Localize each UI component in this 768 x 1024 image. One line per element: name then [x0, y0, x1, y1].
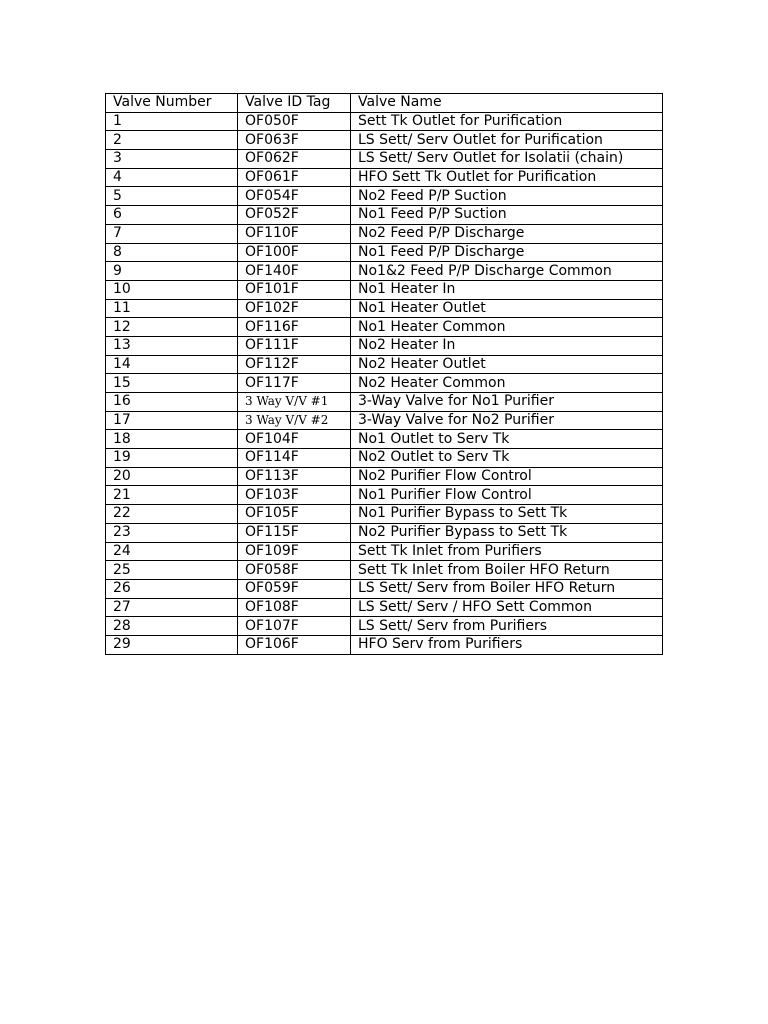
- cell-valve-id-tag: OF061F: [238, 168, 351, 187]
- table-row: [106, 430, 663, 449]
- cell-valve-name: LS Sett/ Serv from Purifiers: [351, 617, 663, 636]
- cell-valve-name: No1 Heater Outlet: [351, 299, 663, 318]
- cell-valve-id-tag: OF105F: [238, 505, 351, 524]
- cell-valve-id-tag: OF110F: [238, 224, 351, 243]
- cell-valve-number: 27: [106, 598, 238, 617]
- table-row: [106, 579, 663, 598]
- cell-valve-id-tag: OF107F: [238, 617, 351, 636]
- cell-valve-id-tag: OF109F: [238, 542, 351, 561]
- table-row: [106, 280, 663, 299]
- cell-valve-id-tag: OF108F: [238, 598, 351, 617]
- cell-valve-name: HFO Serv from Purifiers: [351, 635, 663, 654]
- cell-valve-name: Sett Tk Inlet from Boiler HFO Return: [351, 561, 663, 580]
- cell-valve-name: HFO Sett Tk Outlet for Purification: [351, 168, 663, 187]
- cell-valve-id-tag: OF050F: [238, 112, 351, 131]
- table-row: [106, 523, 663, 542]
- cell-valve-number: 1: [106, 112, 238, 131]
- table-row: [106, 598, 663, 617]
- cell-valve-name: LS Sett/ Serv Outlet for Purification: [351, 131, 663, 150]
- cell-valve-number: 15: [106, 374, 238, 393]
- cell-valve-number: 7: [106, 224, 238, 243]
- table-body: [106, 112, 663, 654]
- cell-valve-name: Sett Tk Inlet from Purifiers: [351, 542, 663, 561]
- cell-valve-number: 6: [106, 206, 238, 225]
- cell-valve-name: No2 Purifier Flow Control: [351, 467, 663, 486]
- cell-valve-number: 22: [106, 505, 238, 524]
- cell-valve-number: 5: [106, 187, 238, 206]
- table-row: [106, 206, 663, 225]
- cell-valve-id-tag: OF062F: [238, 150, 351, 169]
- cell-valve-name: No2 Feed P/P Discharge: [351, 224, 663, 243]
- cell-valve-id-tag: 3 Way V/V #1: [238, 393, 351, 412]
- table-row: [106, 486, 663, 505]
- cell-valve-name: No1 Purifier Bypass to Sett Tk: [351, 505, 663, 524]
- cell-valve-id-tag: OF116F: [238, 318, 351, 337]
- cell-valve-number: 10: [106, 280, 238, 299]
- cell-valve-number: 14: [106, 355, 238, 374]
- header-valve-name: Valve Name: [351, 94, 663, 113]
- cell-valve-id-tag: OF106F: [238, 635, 351, 654]
- cell-valve-id-tag: OF111F: [238, 336, 351, 355]
- cell-valve-id-tag: OF054F: [238, 187, 351, 206]
- cell-valve-number: 20: [106, 467, 238, 486]
- table-row: [106, 449, 663, 468]
- cell-valve-number: 21: [106, 486, 238, 505]
- valve-table: [105, 93, 663, 655]
- cell-valve-name: 3-Way Valve for No2 Purifier: [351, 411, 663, 430]
- cell-valve-number: 29: [106, 635, 238, 654]
- cell-valve-number: 24: [106, 542, 238, 561]
- table-row: [106, 187, 663, 206]
- table-row: [106, 168, 663, 187]
- cell-valve-name: 3-Way Valve for No1 Purifier: [351, 393, 663, 412]
- cell-valve-name: No1 Feed P/P Discharge: [351, 243, 663, 262]
- table-row: [106, 150, 663, 169]
- cell-valve-name: No1&2 Feed P/P Discharge Common: [351, 262, 663, 281]
- table-row: [106, 131, 663, 150]
- cell-valve-id-tag: OF115F: [238, 523, 351, 542]
- table-row: [106, 355, 663, 374]
- table-row: [106, 542, 663, 561]
- cell-valve-id-tag: 3 Way V/V #2: [238, 411, 351, 430]
- cell-valve-name: No2 Heater Outlet: [351, 355, 663, 374]
- cell-valve-id-tag: OF140F: [238, 262, 351, 281]
- table-row: [106, 411, 663, 430]
- cell-valve-number: 28: [106, 617, 238, 636]
- cell-valve-name: No1 Feed P/P Suction: [351, 206, 663, 225]
- cell-valve-number: 13: [106, 336, 238, 355]
- cell-valve-number: 3: [106, 150, 238, 169]
- cell-valve-name: No1 Heater Common: [351, 318, 663, 337]
- cell-valve-number: 2: [106, 131, 238, 150]
- cell-valve-name: LS Sett/ Serv Outlet for Isolatii (chain): [351, 150, 663, 169]
- cell-valve-number: 9: [106, 262, 238, 281]
- table-row: [106, 635, 663, 654]
- cell-valve-number: 11: [106, 299, 238, 318]
- cell-valve-name: No1 Outlet to Serv Tk: [351, 430, 663, 449]
- header-valve-id-tag: Valve ID Tag: [238, 94, 351, 113]
- table-row: [106, 112, 663, 131]
- table-row: [106, 617, 663, 636]
- cell-valve-number: 17: [106, 411, 238, 430]
- table-row: [106, 374, 663, 393]
- cell-valve-id-tag: OF103F: [238, 486, 351, 505]
- cell-valve-number: 4: [106, 168, 238, 187]
- table-header-row: [106, 94, 663, 113]
- table-row: [106, 318, 663, 337]
- cell-valve-id-tag: OF112F: [238, 355, 351, 374]
- cell-valve-number: 19: [106, 449, 238, 468]
- cell-valve-name: No2 Feed P/P Suction: [351, 187, 663, 206]
- cell-valve-number: 16: [106, 393, 238, 412]
- cell-valve-name: No2 Purifier Bypass to Sett Tk: [351, 523, 663, 542]
- cell-valve-name: No2 Outlet to Serv Tk: [351, 449, 663, 468]
- cell-valve-name: No1 Heater In: [351, 280, 663, 299]
- cell-valve-number: 23: [106, 523, 238, 542]
- table-row: [106, 299, 663, 318]
- cell-valve-id-tag: OF058F: [238, 561, 351, 580]
- cell-valve-id-tag: OF113F: [238, 467, 351, 486]
- cell-valve-id-tag: OF104F: [238, 430, 351, 449]
- cell-valve-name: No2 Heater Common: [351, 374, 663, 393]
- cell-valve-number: 18: [106, 430, 238, 449]
- cell-valve-number: 12: [106, 318, 238, 337]
- table-row: [106, 561, 663, 580]
- table-row: [106, 336, 663, 355]
- table-row: [106, 262, 663, 281]
- cell-valve-id-tag: OF100F: [238, 243, 351, 262]
- table-row: [106, 505, 663, 524]
- cell-valve-id-tag: OF063F: [238, 131, 351, 150]
- table-row: [106, 243, 663, 262]
- cell-valve-name: LS Sett/ Serv from Boiler HFO Return: [351, 579, 663, 598]
- cell-valve-id-tag: OF059F: [238, 579, 351, 598]
- cell-valve-id-tag: OF114F: [238, 449, 351, 468]
- cell-valve-id-tag: OF101F: [238, 280, 351, 299]
- table-row: [106, 224, 663, 243]
- cell-valve-number: 8: [106, 243, 238, 262]
- cell-valve-name: LS Sett/ Serv / HFO Sett Common: [351, 598, 663, 617]
- header-valve-number: Valve Number: [106, 94, 238, 113]
- cell-valve-id-tag: OF117F: [238, 374, 351, 393]
- cell-valve-number: 25: [106, 561, 238, 580]
- table-row: [106, 467, 663, 486]
- cell-valve-name: Sett Tk Outlet for Purification: [351, 112, 663, 131]
- cell-valve-name: No1 Purifier Flow Control: [351, 486, 663, 505]
- cell-valve-number: 26: [106, 579, 238, 598]
- cell-valve-id-tag: OF052F: [238, 206, 351, 225]
- cell-valve-id-tag: OF102F: [238, 299, 351, 318]
- table-row: [106, 393, 663, 412]
- cell-valve-name: No2 Heater In: [351, 336, 663, 355]
